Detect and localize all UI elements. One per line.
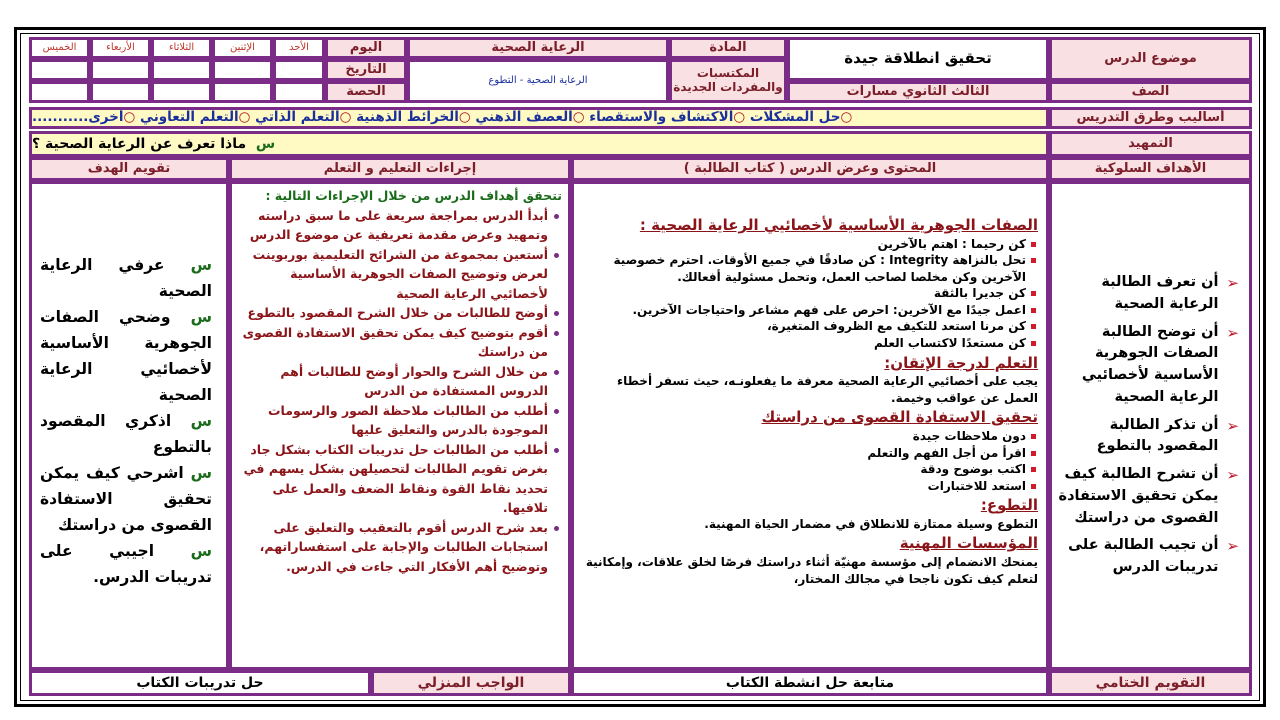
objective-item: ➢ أن تذكر الطالبة المقصود بالتطوع bbox=[1096, 416, 1239, 455]
arrow-icon: ➢ bbox=[1226, 323, 1239, 342]
period-cell-wed[interactable] bbox=[90, 81, 151, 103]
trait-item: كن مستعدًا لاكتساب العلم bbox=[582, 335, 1038, 352]
arrow-icon: ➢ bbox=[1226, 416, 1239, 435]
method-discovery[interactable]: الاكتشاف والاستقصاء bbox=[589, 109, 734, 126]
homework-label: الواجب المنزلي bbox=[371, 670, 571, 696]
trait-item: كن مرنا استعد للتكيف مع الظروف المتغيرة، bbox=[582, 318, 1038, 335]
content-heading-mastery: التعلم لدرجة الإتقان: bbox=[884, 353, 1038, 372]
date-cell-sun[interactable] bbox=[273, 59, 325, 81]
date-cell-mon[interactable] bbox=[212, 59, 273, 81]
arrow-icon: ➢ bbox=[1226, 537, 1239, 556]
procedures-column bbox=[229, 181, 571, 670]
procedure-item: أقوم بتوضيح كيف يمكن تحقيق الاستفادة القصوى من دراستك bbox=[236, 323, 562, 362]
intro-question bbox=[29, 131, 1049, 157]
objective-item: ➢ أن توضح الطالبة الصفات الجوهرية الأساسية لأخصائيي الرعاية الصحية bbox=[1081, 323, 1239, 405]
content-heading-traits: الصفات الجوهرية الأساسية لأخصائيي الرعاية الصحية : bbox=[639, 216, 1038, 234]
procedure-item: أستعين بمجموعة من الشرائح التعليمية بوربوينت لعرض وتوضيح الصفات الجوهرية الأساسية لأخصائيي الرعاية الصحية bbox=[236, 245, 562, 304]
grade-label: الصف bbox=[1049, 81, 1252, 103]
trait-item: اعمل جيدًا مع الآخرين: احرص على فهم مشاعر واحتياجات الآخرين. bbox=[582, 302, 1038, 319]
orgs-text: يمنحك الانضمام إلى مؤسسة مهنيّة أثناء دراستك فرصًا لخلق علاقات، وإمكانية لتعلم كيف تكون ناجحا في مجالك المختار، bbox=[585, 555, 1038, 586]
evaluation-item: س عرفي الرعاية الصحية bbox=[40, 256, 212, 301]
grade-value: الثالث الثانوي مسارات bbox=[787, 81, 1049, 103]
content-heading-volunteer: التطوع: bbox=[980, 496, 1038, 515]
procedures-title: تتحقق أهداف الدرس من خلال الإجراءات التالية : bbox=[265, 188, 562, 203]
method-other[interactable]: أخرى........... bbox=[32, 109, 124, 126]
lesson-plan-page bbox=[14, 27, 1266, 707]
procedure-item: أبدأ الدرس بمراجعة سريعة على ما سبق دراسته وتمهيد وعرض مقدمة تعريفية عن موضوع الدرس bbox=[236, 206, 562, 245]
intro-q-mark: س bbox=[255, 135, 276, 152]
objectives-column bbox=[1049, 181, 1252, 670]
trait-item: تحل بالنزاهة Integrity : كن صادقًا في جميع الأوقات. احترم خصوصية الآخرين وكن مخلصا لصاحب العمل، وتحمل مسئولية أفعالك. bbox=[582, 252, 1038, 285]
intro-question-text: ماذا تعرف عن الرعاية الصحية ؟ bbox=[32, 135, 247, 152]
arrow-icon: ➢ bbox=[1226, 466, 1239, 485]
gains-label: المكتسبات والمفردات الجديدة bbox=[669, 59, 787, 103]
methods-label: أساليب وطرق التدريس bbox=[1049, 107, 1252, 129]
procedure-item: أطلب من الطالبات حل تدريبات الكتاب بشكل جاد بغرض تقويم الطالبات لتحصيلهن بشكل يسهم في تحديد نقاط القوة ونقاط الضعف والعمل على تلافيها. bbox=[236, 440, 562, 518]
evaluation-item: س اشرحي كيف يمكن تحقيق الاستفادة القصوى من دراستك bbox=[40, 464, 212, 535]
objective-item: ➢ أن تعرف الطالبة الرعاية الصحية bbox=[1101, 274, 1239, 312]
method-cooperative[interactable]: التعلم التعاوني bbox=[140, 109, 239, 126]
procedure-item: أوضح للطالبات من خلال الشرح المقصود بالتطوع bbox=[236, 303, 562, 323]
procedure-item: من خلال الشرح والحوار أوضح للطالبات أهم الدروس المستفادة من الدرس bbox=[236, 362, 562, 401]
period-cell-thu[interactable] bbox=[29, 81, 90, 103]
header-objectives: الأهداف السلوكية bbox=[1049, 157, 1252, 181]
period-label: الحصة bbox=[325, 81, 407, 103]
lesson-topic-label: موضوع الدرس bbox=[1049, 37, 1252, 81]
period-cell-mon[interactable] bbox=[212, 81, 273, 103]
day-thursday: الخميس bbox=[42, 42, 77, 54]
trait-item: كن جديرا بالثقة bbox=[582, 285, 1038, 302]
tip-item: استعد للاختبارات bbox=[582, 478, 1038, 495]
final-eval-label: التقويم الختامي bbox=[1049, 670, 1252, 696]
trait-item: كن رحيما : اهتم بالآخرين bbox=[582, 236, 1038, 253]
header-procedures: إجراءات التعليم و التعلم bbox=[229, 157, 571, 181]
evaluation-item: س اذكري المقصود بالتطوع bbox=[40, 412, 212, 457]
content-heading-study: تحقيق الاستفادة القصوى من دراستك bbox=[761, 408, 1038, 427]
objective-item: ➢ أن تشرح الطالبة كيف يمكن تحقيق الاستفادة القصوى من دراستك bbox=[1058, 466, 1239, 526]
date-cell-thu[interactable] bbox=[29, 59, 90, 81]
content-column bbox=[571, 181, 1049, 670]
method-self-learning[interactable]: التعلم الذاتي bbox=[255, 109, 340, 126]
period-cell-sun[interactable] bbox=[273, 81, 325, 103]
header-content: المحتوى وعرض الدرس ( كتاب الطالبة ) bbox=[571, 157, 1049, 181]
subject-value: الرعاية الصحية bbox=[407, 37, 669, 59]
procedure-item: أطلب من الطالبات ملاحظة الصور والرسومات الموجودة بالدرس والتعليق عليها bbox=[236, 401, 562, 440]
day-sunday: الأحد bbox=[289, 42, 309, 54]
tip-item: اقرأ من أجل الفهم والتعلم bbox=[582, 445, 1038, 462]
header-evaluation: تقويم الهدف bbox=[29, 157, 229, 181]
method-problem-solving[interactable]: حل المشكلات bbox=[749, 109, 841, 126]
methods-list: ○حل المشكلات ○الاكتشاف والاستقصاء ○العصف الذهني ○الخرائط الذهنية ○التعلم الذاتي ○التعلم التعاوني ○أخرى........... bbox=[29, 107, 1049, 129]
gains-value: الرعاية الصحية - التطوع bbox=[407, 59, 669, 103]
date-cell-wed[interactable] bbox=[90, 59, 151, 81]
procedure-item: بعد شرح الدرس أقوم بالتعقيب والتعليق على استجابات الطالبات والإجابة على استفساراتهم، وتوضيح أهم الأفكار التي جاءت في الدرس. bbox=[236, 518, 562, 577]
content-heading-orgs: المؤسسات المهنية bbox=[899, 534, 1038, 553]
homework-value: حل تدريبات الكتاب bbox=[29, 670, 371, 696]
final-eval-value: متابعة حل انشطة الكتاب bbox=[571, 670, 1049, 696]
tip-item: دون ملاحظات جيدة bbox=[582, 428, 1038, 445]
lesson-topic-value: تحقيق انطلاقة جيدة bbox=[787, 37, 1049, 81]
volunteer-text: التطوع وسيلة ممتازة للانطلاق في مضمار الحياة المهنية. bbox=[704, 516, 1038, 531]
tip-item: اكتب بوضوح ودقة bbox=[582, 461, 1038, 478]
mastery-text: يجب على أخصائيي الرعاية الصحية معرفة ما يفعلونـه، حيث تسفر أخطاء العمل عن عواقب وخيمة. bbox=[616, 374, 1038, 405]
date-cell-tue[interactable] bbox=[151, 59, 212, 81]
arrow-icon: ➢ bbox=[1226, 274, 1239, 293]
day-label: اليوم bbox=[325, 37, 407, 59]
method-mind-maps[interactable]: الخرائط الذهنية bbox=[356, 109, 459, 126]
evaluation-column bbox=[29, 181, 229, 670]
date-label: التاريخ bbox=[325, 59, 407, 81]
evaluation-item: س اجيبي على تدريبات الدرس. bbox=[40, 542, 212, 587]
period-cell-tue[interactable] bbox=[151, 81, 212, 103]
objective-item: ➢ أن تجيب الطالبة على تدريبات الدرس bbox=[1068, 537, 1239, 576]
subject-label: المادة bbox=[669, 37, 787, 59]
evaluation-item: س وضحي الصفات الجوهرية الأساسية لأخصائيي الرعاية الصحية bbox=[40, 308, 212, 405]
method-brainstorming[interactable]: العصف الذهني bbox=[475, 109, 573, 126]
day-tuesday: الثلاثاء bbox=[168, 42, 195, 54]
intro-label: التمهيد bbox=[1049, 131, 1252, 157]
day-wednesday: الأربعاء bbox=[106, 42, 135, 54]
day-monday: الإثنين bbox=[230, 42, 255, 54]
